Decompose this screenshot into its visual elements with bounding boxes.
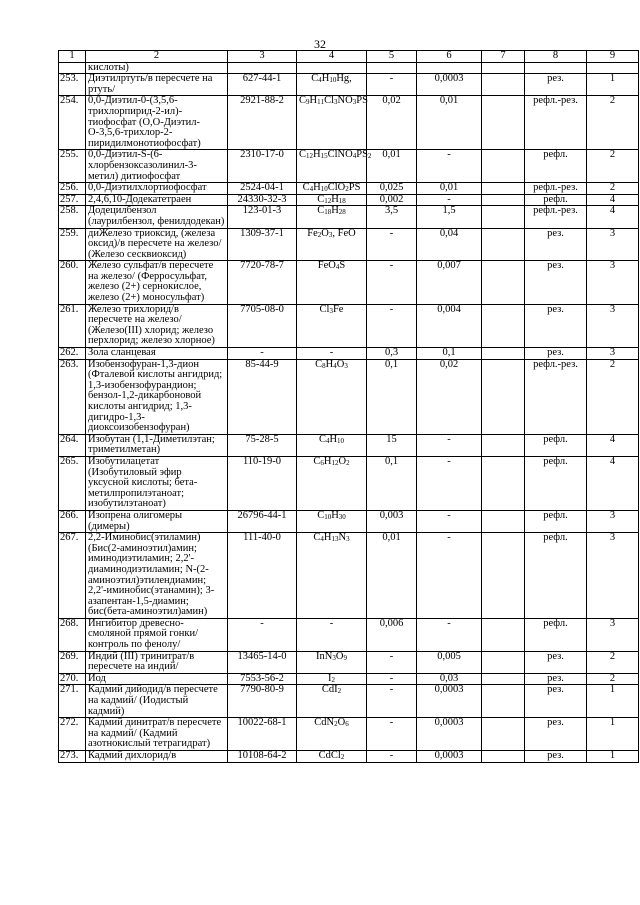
chemical-formula: $C_6H_{12}O_2$ [297,456,367,510]
aggregate-state: рефл.-рез. [525,206,587,228]
chemical-formula: $C_4H_{10}Hg$, [297,74,367,96]
value-col-6: - [417,434,482,456]
value-col-6: 1,5 [417,206,482,228]
substance-name: 0,0-Диэтилхлортиофосфат [86,183,228,195]
aggregate-state: рефл.-рез. [525,359,587,434]
cas-number: 7705-08-0 [228,304,297,347]
value-col-7 [482,510,525,532]
table-row [59,150,639,183]
value-col-5: 0,006 [367,618,417,651]
table-row [59,434,639,456]
hazard-class: 2 [587,673,639,685]
cas-number [228,62,297,74]
value-col-7 [482,96,525,150]
chemical-formula: CdI$_2$ [297,685,367,718]
substance-name: Изопрена олигомеры (димеры) [86,510,228,532]
substance-name: Ингибитор древесно-смоляной прямой гонки/контроль по фенолу/ [86,618,228,651]
value-col-7 [482,533,525,619]
row-number: 259. [59,228,86,261]
chemical-formula: $I_2$ [297,673,367,685]
aggregate-state: рез. [525,751,587,763]
value-col-5: - [367,228,417,261]
aggregate-state: рефл. [525,510,587,532]
row-number: 269. [59,651,86,673]
hazard-class: 1 [587,751,639,763]
cas-number: 7790-80-9 [228,685,297,718]
hazard-class: 2 [587,359,639,434]
row-number: 268. [59,618,86,651]
aggregate-state: рез. [525,348,587,360]
value-col-6: 0,1 [417,348,482,360]
column-header: 3 [228,51,297,63]
row-number: 262. [59,348,86,360]
value-col-6 [417,62,482,74]
aggregate-state: рез. [525,718,587,751]
row-number: 272. [59,718,86,751]
substance-name: Изобензофуран-1,3-дион (Фталевой кислоты ангидрид; 1,3-изобензофурандион; бензол-1,2-дикарбоновой кислоты ангидрид; 1,3-дигидро-1,3-диоксоизобензофуран) [86,359,228,434]
chemical-formula: - [297,348,367,360]
row-number [59,62,86,74]
row-number: 254. [59,96,86,150]
hazard-class: 3 [587,618,639,651]
table-row [59,510,639,532]
table-row [59,228,639,261]
aggregate-state: рез. [525,651,587,673]
table-row [59,533,639,619]
chemical-formula: $C_{12}H_{15}ClNO_4PS_2$ [297,150,367,183]
value-col-5: - [367,685,417,718]
chemical-formula: $C_9H_{11}Cl_3NO_3PS$ [297,96,367,150]
column-header: 2 [86,51,228,63]
substance-name: Кадмий динитрат/в пересчете на кадмий/ (Кадмий азотнокислый тетрагидрат) [86,718,228,751]
aggregate-state [525,62,587,74]
substance-name: 2,2-Иминобис(этиламин) (Бис(2-аминоэтил)амин; иминодиэтиламин; 2,2'-диаминодиэтиламин; N-(2-аминоэтил)этилендиамин; 2,2'-иминобис(этанамин); 3-азапентан-1,5-диамин; бис(бета-аминоэтил)амин) [86,533,228,619]
substance-name: Кадмий дихлорид/в [86,751,228,763]
column-header: 6 [417,51,482,63]
value-col-7 [482,206,525,228]
aggregate-state: рефл. [525,456,587,510]
value-col-5: - [367,304,417,347]
cas-number: 24330-32-3 [228,194,297,206]
cas-number: 1309-37-1 [228,228,297,261]
value-col-6: 0,04 [417,228,482,261]
substance-name: Иод [86,673,228,685]
table-row [59,206,639,228]
cas-number: 110-19-0 [228,456,297,510]
aggregate-state: рез. [525,685,587,718]
value-col-6: 0,005 [417,651,482,673]
hazard-class: 3 [587,228,639,261]
hazard-class: 1 [587,718,639,751]
value-col-5: - [367,651,417,673]
hazard-class: 1 [587,685,639,718]
aggregate-state: рез. [525,74,587,96]
hazard-class: 2 [587,651,639,673]
table-row [59,183,639,195]
cas-number: 7553-56-2 [228,673,297,685]
aggregate-state: рефл. [525,194,587,206]
value-col-5: 0,02 [367,96,417,150]
value-col-6: 0,007 [417,261,482,304]
value-col-5: 0,002 [367,194,417,206]
value-col-5: - [367,673,417,685]
value-col-6: - [417,533,482,619]
hazard-class: 1 [587,74,639,96]
value-col-5: 0,3 [367,348,417,360]
hazard-class: 2 [587,96,639,150]
substance-name: Железо сульфат/в пересчете на железо/ (Ферросульфат, железо (2+) сернокислое, железо (2+) моносульфат) [86,261,228,304]
chemical-formula: $CdN_2O_6$ [297,718,367,751]
value-col-6: - [417,510,482,532]
value-col-7 [482,228,525,261]
row-number: 264. [59,434,86,456]
value-col-7 [482,685,525,718]
value-col-7 [482,183,525,195]
cas-number: 75-28-5 [228,434,297,456]
hazard-class: 4 [587,434,639,456]
hazard-class: 3 [587,261,639,304]
value-col-6: 0,03 [417,673,482,685]
value-col-5: 0,1 [367,359,417,434]
substance-name: Изобутан (1,1-Диметилэтан; триметилметан) [86,434,228,456]
table-row [59,359,639,434]
hazard-class: 2 [587,183,639,195]
chemical-formula: $Cl_3Fe$ [297,304,367,347]
cas-number: 111-40-0 [228,533,297,619]
chemical-formula: $C_4H_{10}$ [297,434,367,456]
chemical-formula: $C_{18}H_{28}$ [297,206,367,228]
value-col-5: - [367,718,417,751]
column-header: 1 [59,51,86,63]
value-col-6: 0,02 [417,359,482,434]
substance-name: Диэтилртуть/в пересчете на ртуть/ [86,74,228,96]
chemical-formula: $C_4H_{13}N_3$ [297,533,367,619]
table-row [59,718,639,751]
chemical-formula: $C_8H_4O_3$ [297,359,367,434]
table-row [59,62,639,74]
value-col-7 [482,261,525,304]
value-col-7 [482,456,525,510]
chemical-formula: - [297,618,367,651]
cas-number: - [228,618,297,651]
cas-number: 13465-14-0 [228,651,297,673]
value-col-5: - [367,74,417,96]
aggregate-state: рефл.-рез. [525,96,587,150]
aggregate-state: рефл. [525,434,587,456]
value-col-5: 3,5 [367,206,417,228]
cas-number: 2524-04-1 [228,183,297,195]
column-header: 7 [482,51,525,63]
hazard-class: 4 [587,194,639,206]
value-col-6: - [417,618,482,651]
substance-name: 2,4,6,10-Додекатетраен [86,194,228,206]
table-row [59,456,639,510]
value-col-6: 0,01 [417,96,482,150]
aggregate-state: рез. [525,673,587,685]
value-col-7 [482,718,525,751]
substance-name: Индий (III) тринитрат/в пересчете на индий/ [86,651,228,673]
cas-number: 7720-78-7 [228,261,297,304]
value-col-5: 0,025 [367,183,417,195]
hazard-class: 2 [587,150,639,183]
value-col-7 [482,359,525,434]
row-number: 273. [59,751,86,763]
value-col-5: 0,01 [367,150,417,183]
aggregate-state: рефл. [525,150,587,183]
value-col-5 [367,62,417,74]
substance-name: Додецилбензол (лаурилбензол, фенилдодекан) [86,206,228,228]
value-col-5: - [367,751,417,763]
value-col-7 [482,618,525,651]
aggregate-state: рефл.-рез. [525,183,587,195]
aggregate-state: рез. [525,304,587,347]
cas-number: 10022-68-1 [228,718,297,751]
value-col-7 [482,651,525,673]
header-row [59,51,639,63]
table-row [59,618,639,651]
substance-name: 0,0-Диэтил-0-(3,5,6-трихлорпирид-2-ил)-тиофосфат (О,О-Диэтил-О-3,5,6-трихлор-2-пиридилмонотиофосфат) [86,96,228,150]
row-number: 255. [59,150,86,183]
table-row [59,651,639,673]
aggregate-state: рез. [525,261,587,304]
row-number: 258. [59,206,86,228]
value-col-5: 0,003 [367,510,417,532]
row-number: 263. [59,359,86,434]
row-number: 256. [59,183,86,195]
value-col-7 [482,194,525,206]
substances-table [58,50,639,763]
table-row [59,348,639,360]
substance-name: диЖелезо триоксид, (железа оксид)/в пересчете на железо/ (Железо сесквиоксид) [86,228,228,261]
value-col-5: 0,01 [367,533,417,619]
value-col-5: 0,1 [367,456,417,510]
column-header: 9 [587,51,639,63]
column-header: 8 [525,51,587,63]
value-col-7 [482,751,525,763]
value-col-7 [482,74,525,96]
hazard-class: 3 [587,510,639,532]
cas-number: 85-44-9 [228,359,297,434]
chemical-formula: $C_{10}H_{30}$ [297,510,367,532]
value-col-6: 0,004 [417,304,482,347]
hazard-class: 3 [587,348,639,360]
page-number: 32 [314,37,326,51]
value-col-6: - [417,194,482,206]
row-number: 257. [59,194,86,206]
aggregate-state: рефл. [525,618,587,651]
chemical-formula: FeO$_4$S [297,261,367,304]
table-row [59,96,639,150]
chemical-formula: $C_4H_{10}ClO_2PS$ [297,183,367,195]
hazard-class: 4 [587,206,639,228]
row-number: 271. [59,685,86,718]
table-row [59,74,639,96]
chemical-formula: $Fe_2O_3$, FeO [297,228,367,261]
value-col-7 [482,673,525,685]
row-number: 261. [59,304,86,347]
value-col-7 [482,62,525,74]
chemical-formula: CdCl$_2$ [297,751,367,763]
row-number: 265. [59,456,86,510]
cas-number: - [228,348,297,360]
value-col-6: 0,0003 [417,685,482,718]
value-col-6: - [417,456,482,510]
value-col-5: 15 [367,434,417,456]
table-row [59,673,639,685]
cas-number: 2921-88-2 [228,96,297,150]
value-col-7 [482,150,525,183]
substance-name: 0,0-Диэтил-S-(6-хлорбензоксазолинил-3-метил) дитиофосфат [86,150,228,183]
value-col-7 [482,348,525,360]
table-row [59,304,639,347]
value-col-6: - [417,150,482,183]
hazard-class: 3 [587,304,639,347]
row-number: 253. [59,74,86,96]
hazard-class: 3 [587,533,639,619]
table-row [59,194,639,206]
value-col-5: - [367,261,417,304]
chemical-formula: $InN_3O_9$ [297,651,367,673]
substance-name: кислоты) [86,62,228,74]
aggregate-state: рефл. [525,533,587,619]
row-number: 270. [59,673,86,685]
substance-name: Железо трихлорид/в пересчете на железо/ (Железо(III) хлорид; железо перхлорид; железо хлорное) [86,304,228,347]
hazard-class: 4 [587,456,639,510]
value-col-7 [482,304,525,347]
cas-number: 123-01-3 [228,206,297,228]
chemical-formula [297,62,367,74]
row-number: 267. [59,533,86,619]
cas-number: 627-44-1 [228,74,297,96]
substance-name: Кадмий дийодид/в пересчете на кадмий/ (Иодистый кадмий) [86,685,228,718]
table-row [59,685,639,718]
aggregate-state: рез. [525,228,587,261]
cas-number: 2310-17-0 [228,150,297,183]
value-col-6: 0,01 [417,183,482,195]
cas-number: 26796-44-1 [228,510,297,532]
column-header: 4 [297,51,367,63]
cas-number: 10108-64-2 [228,751,297,763]
table-row [59,261,639,304]
substance-name: Зола сланцевая [86,348,228,360]
value-col-6: 0,0003 [417,74,482,96]
chemical-formula: $C_{12}H_{18}$ [297,194,367,206]
value-col-7 [482,434,525,456]
table-row [59,751,639,763]
hazard-class [587,62,639,74]
value-col-6: 0,0003 [417,718,482,751]
column-header: 5 [367,51,417,63]
value-col-6: 0,0003 [417,751,482,763]
substance-name: Изобутилацетат (Изобутиловый эфир уксусной кислоты; бета-метилпропилэтаноат; изобутилэтаноат) [86,456,228,510]
row-number: 260. [59,261,86,304]
row-number: 266. [59,510,86,532]
